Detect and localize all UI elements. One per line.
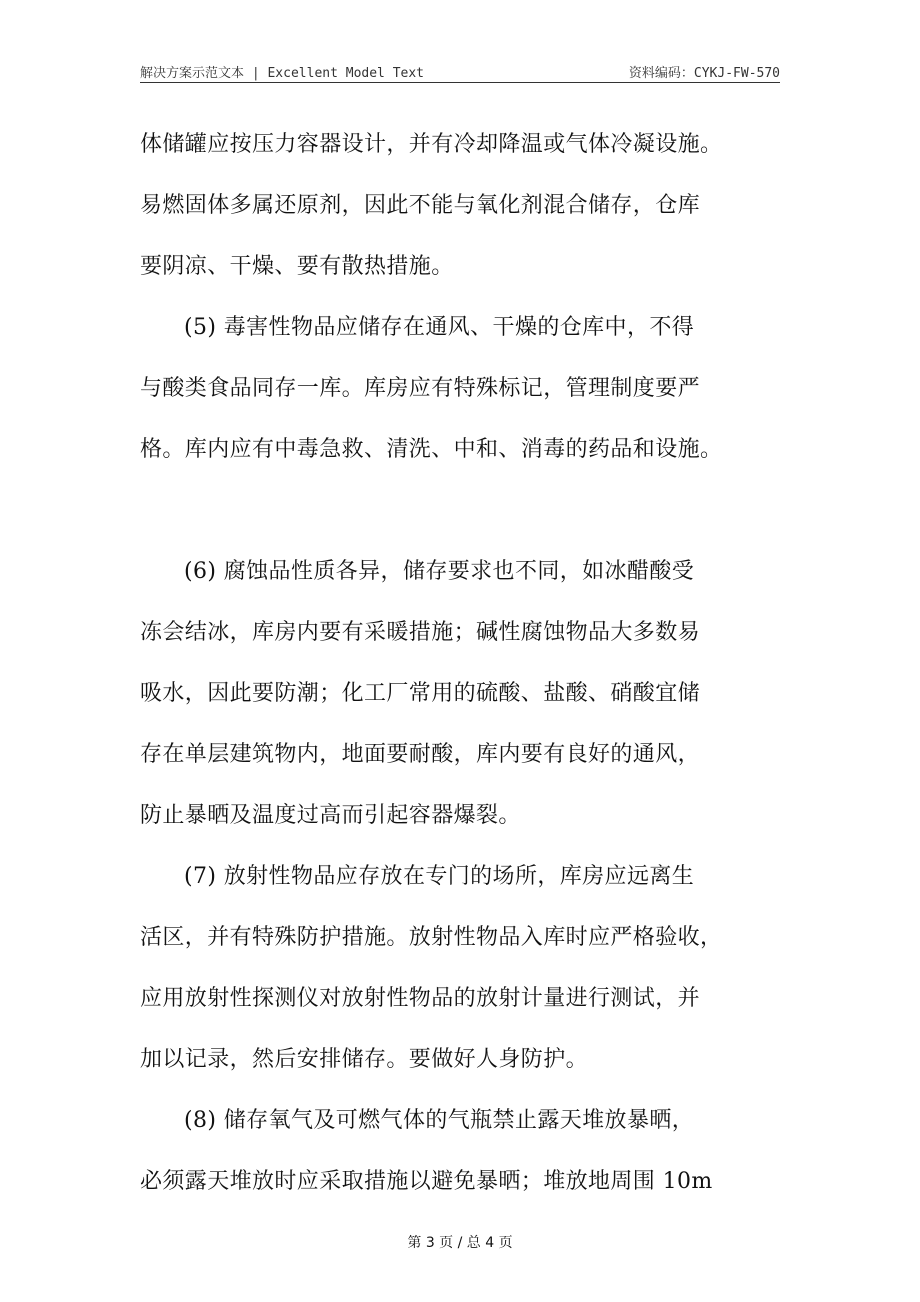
- document-code: 资料编码：CYKJ-FW-570: [628, 66, 780, 81]
- text-line: 存在单层建筑物内，地面要耐酸，库内要有良好的通风，: [140, 742, 701, 767]
- paragraph-5-start: (5) 毒害性物品应储存在通风、干燥的仓库中，不得: [184, 315, 695, 340]
- text-line: 与酸类食品同存一库。库房应有特殊标记，管理制度要严: [140, 376, 701, 401]
- text-line: 体储罐应按压力容器设计，并有冷却降温或气体冷凝设施。: [140, 132, 723, 157]
- text-line: 防止暴晒及温度过高而引起容器爆裂。: [140, 803, 521, 828]
- page-header: [140, 60, 780, 83]
- text-line: 格。库内应有中毒急救、清洗、中和、消毒的药品和设施。: [140, 437, 723, 462]
- text-line: 要阴凉、干燥、要有散热措施。: [140, 254, 454, 279]
- paragraph-6-start: (6) 腐蚀品性质各异，储存要求也不同，如冰醋酸受: [184, 559, 695, 584]
- text-line: 冻会结冰，库房内要有采暖措施；碱性腐蚀物品大多数易: [140, 620, 701, 645]
- header-title: 解决方案示范文本 | Excellent Model Text: [140, 66, 425, 81]
- paragraph-7-start: (7) 放射性物品应存放在专门的场所，库房应远离生: [184, 864, 695, 889]
- text-line: 必须露天堆放时应采取措施以避免暴晒；堆放地周围 10m: [140, 1169, 713, 1194]
- text-line: 加以记录，然后安排储存。要做好人身防护。: [140, 1047, 589, 1072]
- text-line: 应用放射性探测仪对放射性物品的放射计量进行测试，并: [140, 986, 701, 1011]
- paragraph-spacer: [140, 486, 780, 547]
- text-line: 易燃固体多属还原剂，因此不能与氧化剂混合储存，仓库: [140, 193, 701, 218]
- page-number: 第 3 页 / 总 4 页: [407, 1235, 513, 1251]
- text-line: 活区，并有特殊防护措施。放射性物品入库时应严格验收，: [140, 925, 723, 950]
- document-body: [140, 120, 780, 1218]
- text-line: 吸水，因此要防潮；化工厂常用的硫酸、盐酸、硝酸宜储: [140, 681, 701, 706]
- paragraph-8-start: (8) 储存氧气及可燃气体的气瓶禁止露天堆放暴晒，: [184, 1108, 695, 1133]
